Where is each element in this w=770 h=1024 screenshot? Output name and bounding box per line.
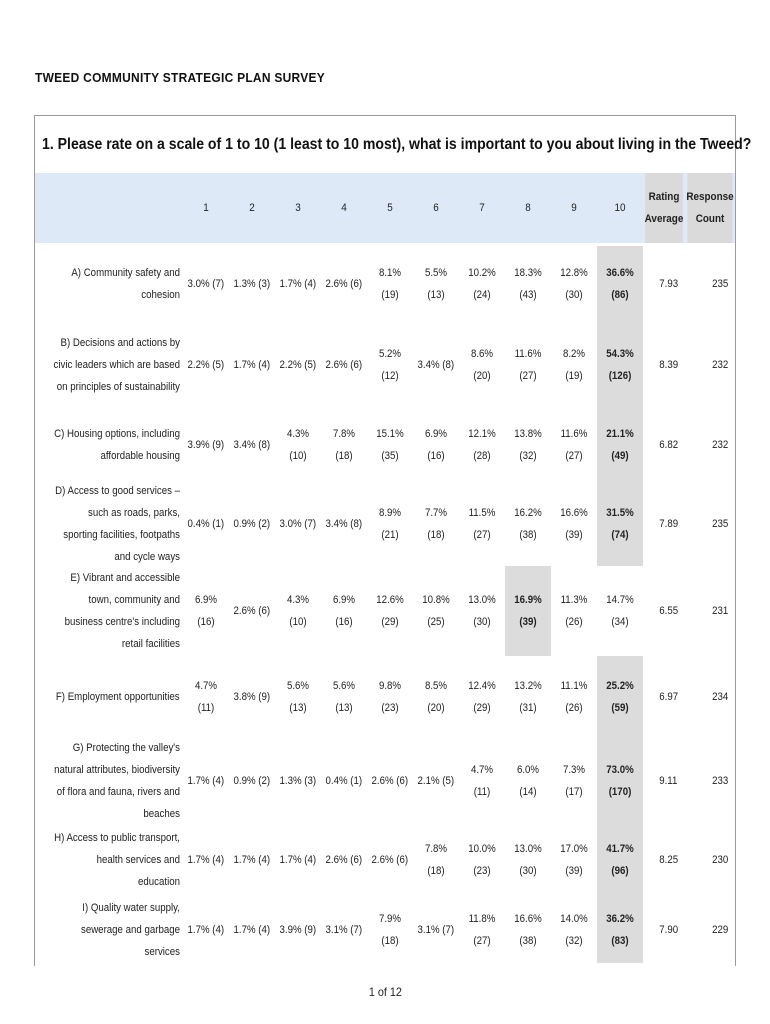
- rating-cell-4: 0.4% (1): [325, 774, 363, 787]
- rating-cell-5: 9.8% (23): [378, 680, 402, 714]
- rating-cell-3: 1.3% (3): [279, 774, 317, 787]
- rating-cell-8: 13.2% (31): [514, 680, 542, 714]
- column-header-6: 6: [433, 202, 439, 214]
- rating-cell-7: 11.5% (27): [468, 506, 496, 541]
- rating-cell-3: 3.9% (9): [279, 923, 317, 936]
- rating-cell-9: 7.3% (17): [562, 763, 586, 798]
- column-header-8: 8: [525, 202, 531, 214]
- rating-cell-1: 1.7% (4): [187, 853, 225, 866]
- row-label: F) Employment opportunities: [56, 691, 180, 703]
- response-count-value: 233: [711, 774, 728, 787]
- response-count-value: 230: [711, 853, 728, 866]
- rating-cell-1: 3.0% (7): [187, 277, 225, 290]
- rating-cell-10: 31.5% (74): [597, 481, 643, 566]
- response-count-value: 232: [711, 358, 728, 371]
- rating-cell-9: 17.0% (39): [560, 842, 588, 877]
- rating-cell-6: 10.8% (25): [422, 594, 450, 628]
- row-label: H) Access to public transport, health services and education: [54, 831, 180, 888]
- rating-cell-8: 16.2% (38): [514, 506, 542, 541]
- rating-cell-4: 2.6% (6): [325, 277, 363, 290]
- rating-cell-1: 1.7% (4): [187, 774, 225, 787]
- rating-cell-2: 3.8% (9): [233, 691, 271, 703]
- rating-cell-1: 3.9% (9): [187, 438, 225, 451]
- rating-average-value: 6.82: [658, 438, 678, 451]
- rating-cell-10: 54.3% (126): [597, 321, 643, 408]
- column-header-5: 5: [387, 202, 393, 214]
- rating-cell-2: 1.7% (4): [233, 853, 271, 866]
- column-header-9: 9: [571, 202, 577, 214]
- row-label: D) Access to good services – such as roads, parks, sporting facilities, footpaths and cycle ways: [55, 484, 180, 563]
- column-header-7: 7: [479, 202, 485, 214]
- rating-cell-8: 13.8% (32): [514, 427, 542, 462]
- rating-cell-10: 36.2% (83): [597, 896, 643, 963]
- rating-cell-9: 14.0% (32): [560, 912, 588, 947]
- row-label: I) Quality water supply, sewerage and garbage services: [80, 901, 180, 958]
- response-count-value: 235: [711, 277, 728, 290]
- rating-cell-8: 16.9% (39): [505, 566, 551, 656]
- table-row: [35, 823, 735, 896]
- rating-cell-1: 1.7% (4): [187, 923, 225, 936]
- rating-average-value: 6.55: [658, 605, 678, 617]
- rating-cell-5: 7.9% (18): [378, 912, 402, 947]
- rating-cell-8: 18.3% (43): [514, 266, 542, 301]
- rating-cell-3: 4.3% (10): [286, 427, 310, 462]
- rating-cell-6: 5.5% (13): [424, 266, 448, 301]
- rating-cell-3: 2.2% (5): [279, 358, 317, 371]
- rating-cell-3: 1.7% (4): [279, 853, 317, 866]
- table-row: [35, 246, 735, 321]
- column-header-3: 3: [295, 202, 301, 214]
- rating-cell-2: 1.7% (4): [233, 923, 271, 936]
- rating-cell-3: 5.6% (13): [286, 680, 310, 714]
- rating-average-value: 7.89: [658, 517, 678, 530]
- rating-cell-6: 3.4% (8): [417, 358, 455, 371]
- rating-cell-7: 11.8% (27): [468, 912, 496, 947]
- rating-cell-9: 12.8% (30): [560, 266, 588, 301]
- row-label: A) Community safety and cohesion: [71, 266, 180, 301]
- response-count-value: 232: [711, 438, 728, 451]
- rating-average-value: 9.11: [659, 774, 678, 787]
- rating-cell-4: 7.8% (18): [332, 427, 356, 462]
- rating-cell-9: 8.2% (19): [562, 347, 586, 382]
- table-row: [35, 896, 735, 963]
- rating-cell-4: 2.6% (6): [325, 853, 363, 866]
- row-label: C) Housing options, including affordable housing: [54, 427, 180, 462]
- rating-cell-5: 2.6% (6): [371, 774, 409, 787]
- rating-cell-6: 2.1% (5): [417, 774, 455, 787]
- question-text: 1. Please rate on a scale of 1 to 10 (1 least to 10 most), what is important to you about living in the Tweed?: [42, 136, 752, 153]
- row-label: B) Decisions and actions by civic leaders which are based on principles of sustainability: [53, 336, 180, 393]
- rating-average-value: 6.97: [658, 691, 678, 703]
- table-row: [35, 408, 735, 481]
- rating-cell-4: 2.6% (6): [325, 358, 363, 371]
- response-count-header: Response Count: [688, 173, 733, 243]
- rating-cell-1: 0.4% (1): [187, 517, 225, 530]
- row-label: E) Vibrant and accessible town, community and business centre's including retail facilities: [64, 572, 180, 650]
- rating-cell-3: 4.3% (10): [286, 594, 310, 628]
- rating-cell-5: 8.1% (19): [378, 266, 402, 301]
- rating-cell-2: 1.7% (4): [233, 358, 271, 371]
- rating-cell-5: 8.9% (21): [378, 506, 402, 541]
- rating-cell-2: 3.4% (8): [233, 438, 271, 451]
- rating-cell-1: 2.2% (5): [187, 358, 225, 371]
- table-row: [35, 566, 735, 656]
- rating-cell-4: 5.6% (13): [332, 680, 356, 714]
- rating-cell-6: 7.8% (18): [424, 842, 448, 877]
- rating-average-header: Rating Average: [645, 173, 683, 243]
- rating-cell-10: 41.7% (96): [597, 823, 643, 896]
- rating-cell-2: 2.6% (6): [233, 605, 271, 617]
- response-count-value: 235: [711, 517, 728, 530]
- table-row: [35, 738, 735, 823]
- rating-cell-6: 7.7% (18): [424, 506, 448, 541]
- rating-cell-4: 3.1% (7): [325, 923, 363, 936]
- rating-average-value: 7.93: [658, 277, 678, 290]
- column-header-2: 2: [249, 202, 255, 214]
- rating-cell-9: 11.1% (26): [560, 680, 588, 714]
- row-label: G) Protecting the valley's natural attributes, biodiversity of flora and fauna, rivers and beaches: [54, 741, 181, 820]
- rating-cell-9: 11.6% (27): [560, 427, 588, 462]
- response-count-value: 234: [711, 691, 728, 703]
- rating-cell-5: 5.2% (12): [378, 347, 402, 382]
- table-row: [35, 321, 735, 408]
- rating-cell-6: 8.5% (20): [424, 680, 448, 714]
- table-header: [35, 173, 735, 243]
- rating-cell-7: 4.7% (11): [470, 763, 494, 798]
- rating-cell-9: 16.6% (39): [560, 506, 588, 541]
- rating-cell-2: 0.9% (2): [233, 517, 271, 530]
- rating-cell-10: 73.0% (170): [597, 738, 643, 823]
- page-indicator: 1 of 12: [368, 985, 402, 999]
- rating-cell-7: 10.2% (24): [468, 266, 496, 301]
- response-count-value: 229: [711, 923, 728, 936]
- column-header-10: 10: [614, 202, 626, 214]
- rating-cell-10: 36.6% (86): [597, 246, 643, 321]
- rating-cell-7: 10.0% (23): [468, 842, 496, 877]
- rating-cell-7: 8.6% (20): [470, 347, 494, 382]
- rating-cell-6: 3.1% (7): [417, 923, 455, 936]
- rating-cell-2: 0.9% (2): [233, 774, 271, 787]
- table-row: [35, 481, 735, 566]
- response-count-value: 231: [711, 605, 728, 617]
- document-title: TWEED COMMUNITY STRATEGIC PLAN SURVEY: [35, 70, 325, 85]
- rating-cell-10: 25.2% (59): [597, 656, 643, 738]
- rating-cell-5: 12.6% (29): [376, 594, 404, 628]
- rating-cell-8: 16.6% (38): [514, 912, 542, 947]
- rating-average-value: 7.90: [658, 923, 678, 936]
- rating-cell-7: 13.0% (30): [468, 594, 496, 628]
- rating-cell-10: 14.7% (34): [606, 594, 634, 628]
- rating-cell-4: 3.4% (8): [325, 517, 363, 530]
- rating-cell-10: 21.1% (49): [597, 408, 643, 481]
- rating-cell-5: 2.6% (6): [371, 853, 409, 866]
- rating-cell-6: 6.9% (16): [424, 427, 448, 462]
- rating-cell-1: 6.9% (16): [194, 594, 218, 628]
- rating-average-value: 8.39: [658, 358, 678, 371]
- table-row: [35, 656, 735, 738]
- rating-cell-9: 11.3% (26): [560, 594, 588, 628]
- column-header-1: 1: [203, 202, 209, 214]
- survey-question-panel: [34, 115, 752, 966]
- rating-cell-3: 1.7% (4): [279, 277, 317, 290]
- rating-cell-8: 13.0% (30): [514, 842, 542, 877]
- rating-cell-1: 4.7% (11): [194, 680, 218, 714]
- rating-cell-5: 15.1% (35): [376, 427, 404, 462]
- rating-cell-7: 12.4% (29): [468, 680, 496, 714]
- rating-cell-4: 6.9% (16): [332, 594, 356, 628]
- rating-cell-2: 1.3% (3): [233, 277, 271, 290]
- column-header-4: 4: [341, 202, 347, 214]
- rating-cell-3: 3.0% (7): [279, 517, 317, 530]
- rating-cell-8: 6.0% (14): [516, 763, 540, 798]
- rating-average-value: 8.25: [658, 853, 678, 866]
- rating-cell-7: 12.1% (28): [468, 427, 496, 462]
- rating-cell-8: 11.6% (27): [514, 347, 542, 382]
